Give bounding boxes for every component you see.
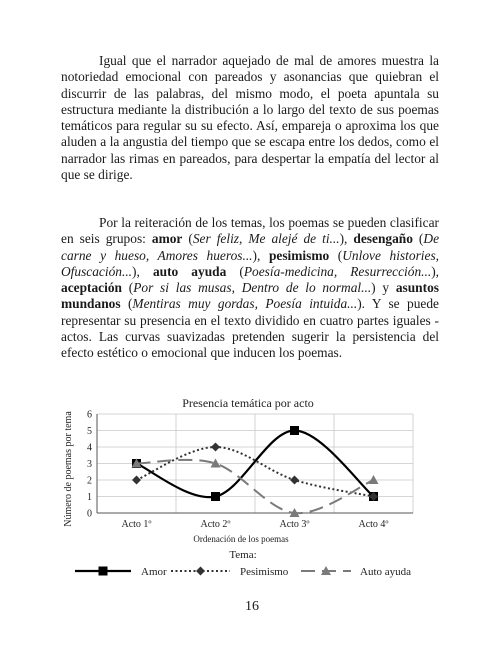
data-point-amor <box>211 492 220 501</box>
y-tick-label: 0 <box>87 508 92 520</box>
poem-examples: Ser feliz, Me alejé de ti... <box>192 231 340 247</box>
y-tick-label: 5 <box>87 426 92 437</box>
body-text: ( <box>120 296 133 312</box>
paragraph-theme-groups <box>61 215 439 362</box>
theme-name: auto ayuda <box>152 263 227 279</box>
body-text: ), <box>339 231 354 247</box>
body-text: ( <box>329 247 343 263</box>
body-text: ( <box>122 280 134 296</box>
legend-marker-amor <box>99 567 108 576</box>
body-text: ), <box>132 263 153 279</box>
x-tick-label: Acto 3º <box>279 519 310 530</box>
theme-name: asuntos mundanos <box>61 280 439 312</box>
theme-name: amor <box>151 231 183 247</box>
paragraph-narrative-structure <box>61 53 439 183</box>
chart-y-axis-label: Número de poemas por tema <box>63 411 74 527</box>
data-point-amor <box>290 426 299 435</box>
y-tick-label: 6 <box>87 409 92 421</box>
body-text: ( <box>226 263 244 279</box>
body-text: ), <box>252 247 269 263</box>
theme-name: desengaño <box>353 231 413 247</box>
y-tick-label: 4 <box>87 442 92 454</box>
y-tick-label: 3 <box>87 459 92 470</box>
y-tick-label: 2 <box>87 475 92 487</box>
body-text: Igual que el narrador aquejado de mal de amores muestra la notoriedad emocional con pareados y asonancias que quiebran el discurrir de las palabras, del mismo modo, el poeta apuntala su estructura mediante la distribución a lo largo del texto de sus poemas temáticos para regular su su efecto. Así, empareja o aproxima los que aluden a la angustia del tiempo que se escapa entre los dedos, como el narrador las rimas en pareados, para despertar la empatía del lector al que se dirige. <box>61 53 439 183</box>
x-tick-label: Acto 1º <box>121 519 152 530</box>
data-point-auto-ayuda <box>369 475 379 484</box>
x-tick-label: Acto 4º <box>358 519 389 530</box>
poem-examples: Unlove histories, Ofuscación... <box>61 247 439 279</box>
body-text: ), <box>431 263 440 279</box>
x-tick-label: Acto 2º <box>200 519 231 530</box>
legend-label-amor: Amor <box>141 566 167 578</box>
legend-label-pesimismo: Pesimismo <box>240 566 289 578</box>
theme-name: aceptación <box>61 280 122 296</box>
poem-examples: Mentiras muy gordas, Poesía intuida... <box>132 296 358 312</box>
poem-examples: Poesía-medicina, Resurrección... <box>243 263 432 279</box>
theme-name: pesimismo <box>268 247 330 263</box>
theme-presence-chart <box>58 392 438 582</box>
body-text: ( <box>412 231 424 247</box>
body-text: ). Y se puede representar su presencia en el texto dividido en cuatro partes iguales -actos. Las curvas suavizadas pretenden sugerir la persistencia del efecto estético o emocional que inducen los poemas. <box>61 296 440 361</box>
chart-axes <box>87 410 413 531</box>
body-text: Por la reiteración de los temas, los poemas se pueden clasificar en seis grupos: <box>61 215 439 247</box>
poem-examples: De carne y hueso, Amores hueros... <box>61 231 440 263</box>
chart-legend <box>75 566 411 578</box>
body-text: ) y <box>371 280 396 296</box>
data-point-pesimismo <box>290 476 299 485</box>
legend-marker-pesimismo <box>196 567 205 576</box>
body-text: ( <box>182 231 193 247</box>
y-tick-label: 1 <box>87 492 92 503</box>
data-point-pesimismo <box>211 443 220 452</box>
chart-x-axis-label: Ordenación de los poemas <box>193 534 289 544</box>
page-number: 16 <box>245 599 259 614</box>
legend-label-auto-ayuda: Auto ayuda <box>360 566 412 578</box>
chart-title: Presencia temática por acto <box>182 396 314 410</box>
poem-examples: Por si las musas, Dentro de lo normal... <box>133 280 372 296</box>
data-point-pesimismo <box>132 476 141 485</box>
legend-title: Tema: <box>229 549 257 561</box>
